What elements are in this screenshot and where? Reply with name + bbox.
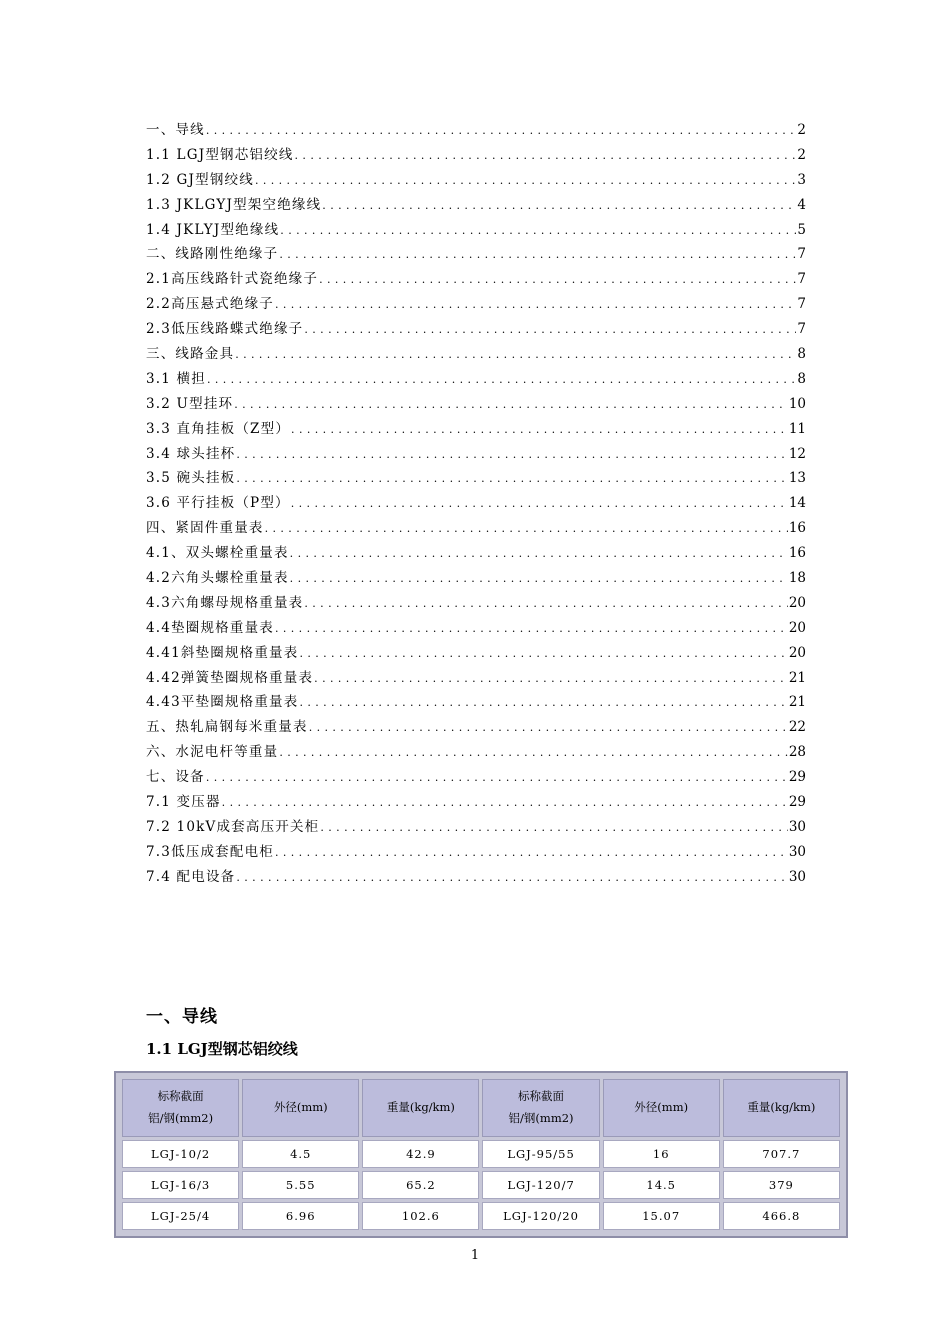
table-header-cell bbox=[122, 1079, 239, 1137]
toc-entry[interactable] bbox=[146, 242, 806, 267]
toc-dot-leader bbox=[280, 224, 796, 237]
toc-dot-leader bbox=[320, 821, 787, 834]
toc-entry-title: 3.5 碗头挂板 bbox=[146, 470, 236, 487]
toc-entry-page: 11 bbox=[788, 420, 806, 437]
table-cell: LGJ-120/7 bbox=[482, 1171, 599, 1199]
table-cell: LGJ-10/2 bbox=[122, 1140, 239, 1168]
toc-entry[interactable] bbox=[146, 690, 806, 715]
table-cell: 6.96 bbox=[242, 1202, 359, 1230]
toc-entry-page: 14 bbox=[788, 495, 806, 512]
toc-entry-title: 4.3六角螺母规格重量表 bbox=[146, 594, 304, 611]
toc-entry-title: 7.4 配电设备 bbox=[146, 868, 236, 885]
toc-dot-leader bbox=[304, 323, 796, 336]
toc-entry[interactable] bbox=[146, 715, 806, 740]
table-cell: 65.2 bbox=[362, 1171, 479, 1199]
toc-dot-leader bbox=[279, 746, 788, 759]
table-cell: 379 bbox=[723, 1171, 840, 1199]
toc-entry-page: 12 bbox=[788, 445, 806, 462]
toc-entry[interactable] bbox=[146, 765, 806, 790]
toc-entry[interactable] bbox=[146, 666, 806, 691]
toc-entry-title: 2.3低压线路蝶式绝缘子 bbox=[146, 321, 304, 338]
table-cell: LGJ-16/3 bbox=[122, 1171, 239, 1199]
toc-entry-page: 8 bbox=[797, 370, 806, 387]
toc-entry-page: 20 bbox=[788, 644, 806, 661]
table-header-line: 铝/钢(mm2) bbox=[508, 1111, 574, 1125]
toc-entry-page: 5 bbox=[797, 221, 806, 238]
toc-dot-leader bbox=[236, 472, 787, 485]
toc-entry[interactable] bbox=[146, 193, 806, 218]
toc-dot-leader bbox=[234, 398, 788, 411]
toc-entry[interactable] bbox=[146, 840, 806, 865]
toc-entry[interactable] bbox=[146, 218, 806, 243]
toc-entry[interactable] bbox=[146, 317, 806, 342]
table-cell: LGJ-120/20 bbox=[482, 1202, 599, 1230]
toc-dot-leader bbox=[290, 547, 788, 560]
table-header-cell bbox=[362, 1079, 479, 1137]
toc-entry-title: 四、紧固件重量表 bbox=[146, 520, 264, 537]
toc-entry-page: 4 bbox=[797, 196, 806, 213]
toc-entry[interactable] bbox=[146, 616, 806, 641]
toc-entry-page: 22 bbox=[788, 719, 806, 736]
toc-entry-page: 28 bbox=[788, 744, 806, 761]
toc-entry-title: 五、热轧扁钢每米重量表 bbox=[146, 719, 308, 736]
toc-entry[interactable] bbox=[146, 292, 806, 317]
toc-dot-leader bbox=[322, 199, 796, 212]
toc-dot-leader bbox=[319, 273, 796, 286]
toc-entry-title: 4.1、双头螺栓重量表 bbox=[146, 545, 289, 562]
toc-dot-leader bbox=[275, 622, 788, 635]
toc-entry-page: 2 bbox=[797, 122, 806, 138]
table-row bbox=[122, 1202, 840, 1230]
toc-entry-title: 3.4 球头挂杯 bbox=[146, 445, 236, 462]
lgj-wire-table bbox=[114, 1071, 848, 1238]
toc-entry-title: 4.2六角头螺栓重量表 bbox=[146, 570, 289, 587]
toc-entry-title: 二、线路刚性绝缘子 bbox=[146, 246, 279, 263]
table-header-line: 标称截面 bbox=[518, 1089, 565, 1104]
section-heading: 一、导线 bbox=[146, 1007, 218, 1027]
table-row bbox=[122, 1171, 840, 1199]
toc-dot-leader bbox=[236, 871, 787, 884]
toc-entry[interactable] bbox=[146, 417, 806, 442]
toc-entry[interactable] bbox=[146, 865, 806, 890]
toc-entry[interactable] bbox=[146, 118, 806, 143]
toc-entry-title: 1.4 JKLYJ型绝缘线 bbox=[146, 221, 280, 238]
toc-dot-leader bbox=[290, 572, 788, 585]
table-cell: 14.5 bbox=[603, 1171, 720, 1199]
toc-entry-title: 3.1 横担 bbox=[146, 370, 206, 387]
toc-entry-page: 2 bbox=[797, 146, 806, 163]
table-header-line: 铝/钢(mm2) bbox=[148, 1111, 214, 1125]
table-header-line: 标称截面 bbox=[157, 1089, 204, 1104]
table-cell: 16 bbox=[603, 1140, 720, 1168]
toc-entry[interactable] bbox=[146, 491, 806, 516]
table-cell: 466.8 bbox=[723, 1202, 840, 1230]
toc-entry[interactable] bbox=[146, 641, 806, 666]
table-body bbox=[122, 1140, 840, 1230]
toc-entry-page: 16 bbox=[788, 520, 806, 537]
page-number: 1 bbox=[470, 1248, 480, 1263]
toc-dot-leader bbox=[255, 174, 796, 187]
table-header-line: 外径(mm) bbox=[634, 1100, 689, 1115]
toc-entry-title: 1.3 JKLGYJ型架空绝缘线 bbox=[146, 196, 322, 213]
table-cell: 15.07 bbox=[603, 1202, 720, 1230]
table-header-cell bbox=[482, 1079, 599, 1137]
toc-dot-leader bbox=[222, 796, 788, 809]
toc-entry-title: 3.3 直角挂板（Z型） bbox=[146, 420, 291, 437]
toc-entry-page: 3 bbox=[797, 171, 806, 188]
toc-dot-leader bbox=[299, 647, 787, 660]
subsection-heading: 1.1 LGJ型钢芯铝绞线 bbox=[146, 1040, 298, 1058]
toc-entry-title: 一、导线 bbox=[146, 122, 205, 138]
toc-entry-page: 13 bbox=[788, 470, 806, 487]
toc-entry-title: 7.1 变压器 bbox=[146, 794, 221, 811]
toc-entry-page: 30 bbox=[788, 868, 806, 885]
toc-entry[interactable] bbox=[146, 367, 806, 392]
toc-entry[interactable] bbox=[146, 815, 806, 840]
toc-entry[interactable] bbox=[146, 168, 806, 193]
table-header-cell bbox=[603, 1079, 720, 1137]
table-header-line: 外径(mm) bbox=[273, 1100, 328, 1115]
toc-entry-title: 7.3低压成套配电柜 bbox=[146, 843, 274, 860]
toc-entry-title: 2.2高压悬式绝缘子 bbox=[146, 296, 274, 313]
toc-dot-leader bbox=[207, 373, 796, 386]
toc-entry[interactable] bbox=[146, 516, 806, 541]
toc-entry-page: 10 bbox=[788, 395, 806, 412]
toc-entry-title: 3.6 平行挂板（P型） bbox=[146, 495, 290, 512]
toc-entry-page: 29 bbox=[788, 794, 806, 811]
toc-entry-title: 4.4垫圈规格重量表 bbox=[146, 619, 274, 636]
toc-entry[interactable] bbox=[146, 267, 806, 292]
table-row bbox=[122, 1140, 840, 1168]
toc-entry-page: 7 bbox=[797, 246, 806, 263]
toc-dot-leader bbox=[236, 448, 787, 461]
toc-dot-leader bbox=[295, 149, 797, 162]
toc-entry-page: 30 bbox=[788, 843, 806, 860]
toc-dot-leader bbox=[265, 522, 788, 535]
toc-entry-page: 16 bbox=[788, 545, 806, 562]
toc-entry[interactable] bbox=[146, 541, 806, 566]
toc-entry-page: 21 bbox=[788, 694, 806, 711]
table-header-cell bbox=[242, 1079, 359, 1137]
toc-entry-title: 七、设备 bbox=[146, 769, 205, 786]
table-cell: 707.7 bbox=[723, 1140, 840, 1168]
toc-dot-leader bbox=[275, 298, 796, 311]
table-cell: 5.55 bbox=[242, 1171, 359, 1199]
table-cell: 4.5 bbox=[242, 1140, 359, 1168]
toc-entry-page: 8 bbox=[797, 346, 806, 363]
toc-entry-title: 三、线路金具 bbox=[146, 346, 235, 363]
table-header-cell bbox=[723, 1079, 840, 1137]
toc-entry-page: 29 bbox=[788, 769, 806, 786]
toc-entry[interactable] bbox=[146, 740, 806, 765]
toc-dot-leader bbox=[279, 248, 796, 261]
toc-entry[interactable] bbox=[146, 566, 806, 591]
toc-dot-leader bbox=[304, 597, 787, 610]
toc-entry-page: 7 bbox=[797, 271, 806, 288]
toc-dot-leader bbox=[275, 846, 788, 859]
toc-dot-leader bbox=[314, 672, 788, 685]
toc-entry-page: 18 bbox=[788, 570, 806, 587]
table-cell: 102.6 bbox=[362, 1202, 479, 1230]
toc-entry[interactable] bbox=[146, 342, 806, 367]
toc-dot-leader bbox=[235, 348, 796, 361]
toc-entry-title: 4.41斜垫圈规格重量表 bbox=[146, 644, 299, 661]
table-header-line: 重量(kg/km) bbox=[386, 1100, 455, 1115]
toc-dot-leader bbox=[291, 423, 788, 436]
toc-entry-title: 4.42弹簧垫圈规格重量表 bbox=[146, 669, 314, 686]
toc-entry[interactable] bbox=[146, 392, 806, 417]
table-cell: LGJ-25/4 bbox=[122, 1202, 239, 1230]
toc-entry-page: 7 bbox=[797, 321, 806, 338]
toc-entry-title: 六、水泥电杆等重量 bbox=[146, 744, 279, 761]
toc-dot-leader bbox=[206, 771, 788, 784]
toc-entry-title: 1.1 LGJ型钢芯铝绞线 bbox=[146, 146, 294, 163]
toc-dot-leader bbox=[206, 124, 797, 137]
toc-entry[interactable] bbox=[146, 591, 806, 616]
toc-entry-title: 3.2 U型挂环 bbox=[146, 395, 234, 412]
toc-dot-leader bbox=[299, 696, 787, 709]
toc-entry-page: 20 bbox=[788, 619, 806, 636]
toc-entry[interactable] bbox=[146, 442, 806, 467]
toc-entry-page: 7 bbox=[797, 296, 806, 313]
toc-entry-title: 4.43平垫圈规格重量表 bbox=[146, 694, 299, 711]
table-header-line: 重量(kg/km) bbox=[747, 1100, 816, 1115]
toc-entry[interactable] bbox=[146, 466, 806, 491]
toc-entry-title: 2.1高压线路针式瓷绝缘子 bbox=[146, 271, 319, 288]
toc-entry-title: 7.2 10kV成套高压开关柜 bbox=[146, 818, 320, 835]
toc-dot-leader bbox=[309, 721, 788, 734]
table-header-row bbox=[122, 1079, 840, 1137]
table-cell: 42.9 bbox=[362, 1140, 479, 1168]
toc-entry-page: 20 bbox=[788, 594, 806, 611]
table-of-contents bbox=[146, 118, 806, 890]
toc-dot-leader bbox=[291, 497, 788, 510]
toc-entry-page: 21 bbox=[788, 669, 806, 686]
table-cell: LGJ-95/55 bbox=[482, 1140, 599, 1168]
toc-entry[interactable] bbox=[146, 143, 806, 168]
toc-entry-page: 30 bbox=[788, 818, 806, 835]
toc-entry[interactable] bbox=[146, 790, 806, 815]
toc-entry-title: 1.2 GJ型钢绞线 bbox=[146, 171, 254, 188]
